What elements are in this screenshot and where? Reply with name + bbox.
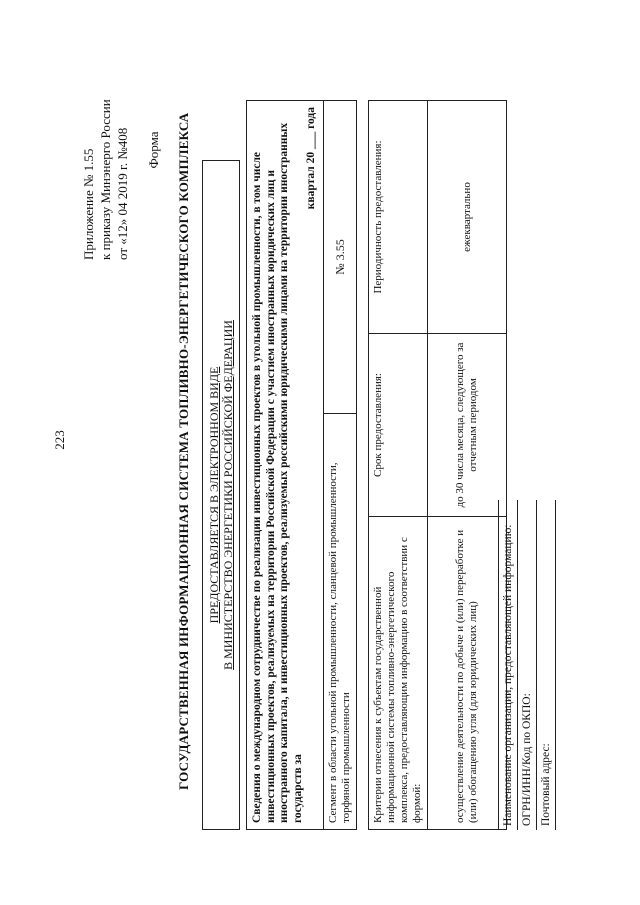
criteria-value: осуществление деятельности по добыче и (или) переработке и (или) обогащению угля (для юридических лиц): [428, 517, 507, 830]
address-label: Почтовый адрес:: [537, 500, 556, 830]
deadline-value: до 30 числа месяца, следующего за отчетным периодом: [428, 334, 507, 517]
submission-cell: [203, 161, 240, 830]
appendix-order-ref: к приказу Минэнерго России: [98, 99, 113, 260]
criteria-header-row: [369, 101, 428, 830]
appendix-number: Приложение № 1.55: [81, 148, 96, 260]
main-title: ГОСУДАРСТВЕННАЯ ИНФОРМАЦИОННАЯ СИСТЕМА ТОПЛИВНО-ЭНЕРГЕТИЧЕСКОГО КОМПЛЕКСА: [176, 112, 191, 790]
criteria-table: [368, 100, 507, 830]
appendix-order-date: от «12» 04 2019 г. №408: [115, 127, 130, 260]
form-label: Форма: [146, 131, 161, 169]
ogrn-label: ОГРН/ИНН/Код по ОКПО:: [518, 500, 537, 830]
submission-line-1: ПРЕДОСТАВЛЯЕТСЯ В ЭЛЕКТРОННОМ ВИДЕ: [207, 366, 221, 624]
criteria-header: Критерии отнесения к субъектам государственной информационной системы топливно-энергетического комплекса, предоставляющим информацию в соответствии с формой:: [369, 517, 428, 830]
segment-box: [323, 100, 357, 830]
page-number: 223: [52, 430, 67, 450]
info-text: Сведения о международном сотрудничестве по реализации инвестиционных проектов в угольной промышленности, в том числе инвестиционных проектов, реализуемых на территории Российской Федерации с участием иностранных юридических лиц и иностранного капитала, и инвестиционных проектов, реализуемых российскими юридическими лицами на территории иностранных государств за: [251, 122, 304, 823]
organization-block: [498, 500, 556, 830]
info-cell: [247, 101, 324, 830]
deadline-header: Срок предоставления:: [369, 334, 428, 517]
reporting-period: квартал 20 ___ года: [305, 107, 317, 210]
submission-line-2: В МИНИСТЕРСТВО ЭНЕРГЕТИКИ РОССИЙСКОЙ ФЕДЕРАЦИИ: [221, 320, 235, 670]
frequency-value: ежеквартально: [428, 101, 507, 334]
frequency-header: Периодичность предоставления:: [369, 101, 428, 334]
segment-label: Сегмент в области угольной промышленности, сланцевой промышленности, торфяной промышленности: [324, 414, 357, 830]
org-name-label: Наименование организации, предоставляющей информацию:: [499, 500, 518, 830]
appendix-header: [80, 40, 162, 260]
rotated-page: [80, 10, 635, 890]
segment-number: № 3.55: [324, 101, 357, 414]
criteria-row: [428, 101, 507, 830]
submission-box: [202, 160, 240, 830]
info-box: [246, 100, 324, 830]
